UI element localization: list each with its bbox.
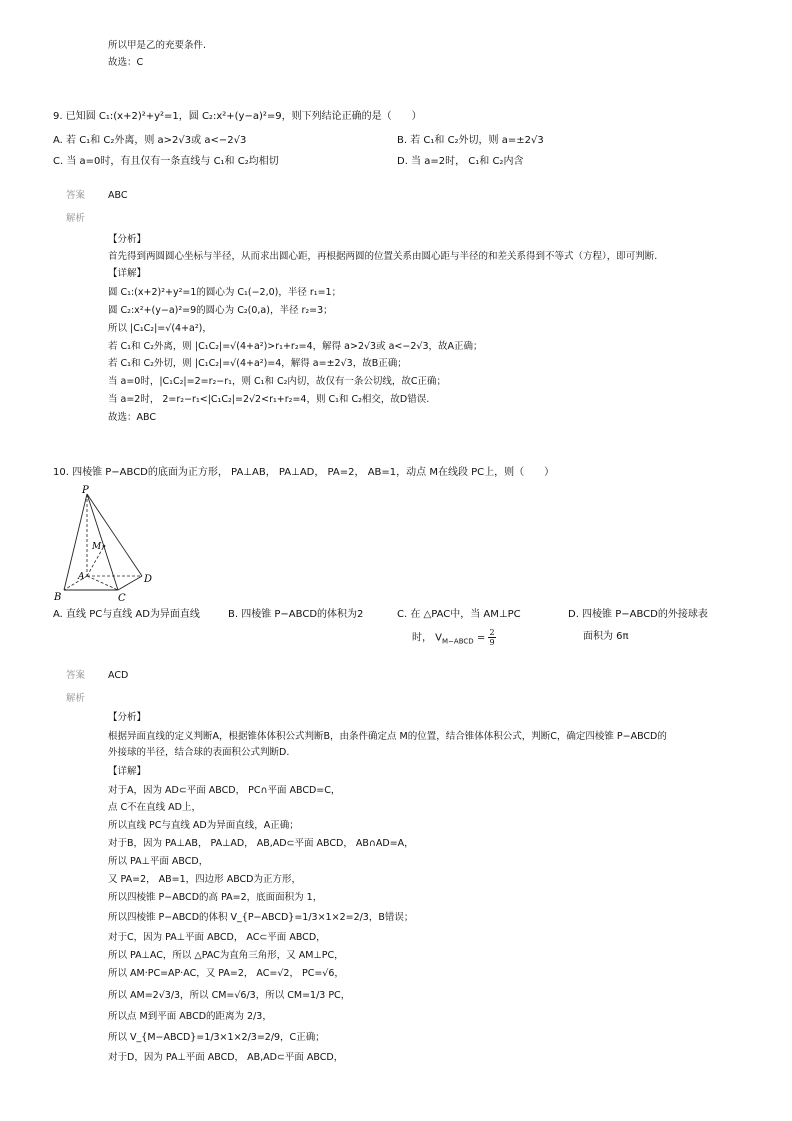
edge-ac — [87, 576, 118, 590]
label-p: P — [82, 485, 89, 496]
text-line: 所以甲是乙的充要条件. — [108, 40, 207, 51]
q9-line: 所以 |C₁C₂|=√(4+a²)， — [108, 323, 212, 334]
q9-answer: ABC — [108, 190, 128, 201]
q10-option-c-prefix: 时， V — [412, 632, 443, 644]
q10-line: 所以点 M到平面 ABCD的距离为 2/3， — [108, 1011, 272, 1022]
fraction-numerator: 2 — [489, 628, 495, 637]
q10-fenxi: 外接球的半径，结合球的表面积公式判断D. — [108, 747, 290, 758]
q9-line: 圆 C₂:x²+(y−a)²=9的圆心为 C₂(0,a)，半径 r₂=3； — [108, 305, 333, 316]
q10-analysis-label: 解析 — [66, 693, 86, 704]
q10-line: 对于C，因为 PA⊥平面 ABCD， AC⊂平面 ABCD， — [108, 932, 326, 943]
q9-line: 若 C₁和 C₂外切，则 |C₁C₂|=√(4+a²)=4，解得 a=±2√3，故B正确； — [108, 358, 407, 369]
q10-line: 所以四棱锥 P−ABCD的体积 V_{P−ABCD}=1/3×1×2=2/3，B错误； — [108, 912, 414, 923]
q9-xiangjie-label: 【详解】 — [108, 268, 147, 279]
q9-option-c: C. 当 a=0时，有且仅有一条直线与 C₁和 C₂均相切 — [53, 156, 279, 167]
q10-option-d-continued: 面积为 6π — [583, 631, 629, 642]
q10-answer: ACD — [108, 670, 129, 681]
q9-line: 圆 C₁:(x+2)²+y²=1的圆心为 C₁(−2,0)，半径 r₁=1； — [108, 287, 342, 298]
q10-option-d: D. 四棱锥 P−ABCD的外接球表 — [568, 609, 708, 620]
q10-line: 所以 AM·PC=AP·AC，又 PA=2， AC=√2， PC=√6， — [108, 968, 344, 979]
q10-line: 所以 PA⊥平面 ABCD， — [108, 856, 209, 867]
edge-cd — [118, 576, 142, 590]
fraction-denominator: 9 — [489, 638, 495, 647]
q10-line: 对于D，因为 PA⊥平面 ABCD， AB,AD⊂平面 ABCD， — [108, 1052, 344, 1063]
edge-pd — [87, 494, 142, 576]
q10-xiangjie-label: 【详解】 — [108, 766, 147, 777]
q9-option-b: B. 若 C₁和 C₂外切，则 a=±2√3 — [397, 135, 544, 146]
q10-fenxi: 根据异面直线的定义判断A，根据锥体体积公式判断B，由条件确定点 M的位置，结合锥体体积公式，判断C，确定四棱锥 P−ABCD的 — [108, 731, 667, 742]
q10-line: 又 PA=2， AB=1，四边形 ABCD为正方形， — [108, 874, 302, 885]
label-d: D — [144, 574, 153, 585]
text-line: 故选：C — [108, 57, 144, 68]
q10-line: 对于A，因为 AD⊂平面 ABCD， PC∩平面 ABCD=C， — [108, 785, 341, 796]
q9-option-a: A. 若 C₁和 C₂外离，则 a>2√3或 a<−2√3 — [53, 135, 247, 146]
q9-line: 故选：ABC — [108, 412, 156, 423]
q9-analysis-label: 解析 — [66, 213, 86, 224]
q10-option-c-equals: = — [473, 632, 489, 644]
q10-fenxi-label: 【分析】 — [108, 712, 147, 723]
q10-option-c: C. 在 △PAC中，当 AM⊥PC — [397, 609, 521, 620]
q10-option-a: A. 直线 PC与直线 AD为异面直线 — [53, 609, 200, 620]
q10-line: 对于B，因为 PA⊥AB， PA⊥AD， AB,AD⊂平面 ABCD， AB∩AD=A， — [108, 838, 414, 849]
label-b: B — [54, 592, 62, 603]
pyramid-figure — [52, 484, 162, 609]
q10-line: 所以 AM=2√3/3，所以 CM=√6/3，所以 CM=1/3 PC， — [108, 990, 351, 1001]
q9-line: 当 a=0时，|C₁C₂|=2=r₂−r₁，则 C₁和 C₂内切，故仅有一条公切线，故C正确； — [108, 376, 447, 387]
label-a: A — [78, 572, 85, 582]
q9-line: 当 a=2时， 2=r₂−r₁<|C₁C₂|=2√2<r₁+r₂=4，则 C₁和 C₂相交，故D错误. — [108, 394, 430, 405]
label-c: C — [118, 593, 126, 604]
q9-option-d: D. 当 a=2时， C₁和 C₂内含 — [397, 156, 524, 167]
q10-line: 点 C不在直线 AD上， — [108, 802, 201, 813]
question-9-stem: 9. 已知圆 C₁:(x+2)²+y²=1，圆 C₂:x²+(y−a)²=9，则下列结论正确的是（ ） — [53, 111, 422, 122]
q9-fenxi-label: 【分析】 — [108, 234, 147, 245]
label-m: M — [92, 542, 102, 552]
q10-option-c-continued — [412, 628, 496, 649]
q10-line: 所以直线 PC与直线 AD为异面直线，A正确； — [108, 820, 299, 831]
question-10-stem: 10. 四棱锥 P−ABCD的底面为正方形， PA⊥AB， PA⊥AD， PA=2， AB=1，动点 M在线段 PC上，则（ ） — [53, 467, 555, 478]
point-m — [103, 545, 106, 548]
q10-line: 所以 PA⊥AC，所以 △PAC为直角三角形，又 AM⊥PC， — [108, 950, 344, 961]
q9-answer-label: 答案 — [66, 190, 86, 201]
q10-line: 所以四棱锥 P−ABCD的高 PA=2，底面面积为 1， — [108, 892, 323, 903]
q9-line: 若 C₁和 C₂外离，则 |C₁C₂|=√(4+a²)>r₁+r₂=4，解得 a>2√3或 a<−2√3，故A正确； — [108, 341, 483, 352]
fraction — [488, 628, 495, 647]
q10-option-c-subscript: M−ABCD — [442, 637, 474, 646]
q10-line: 所以 V_{M−ABCD}=1/3×1×2/3=2/9，C正确； — [108, 1032, 325, 1043]
q9-fenxi: 首先得到两圆圆心坐标与半径，从而求出圆心距，再根据两圆的位置关系由圆心距与半径的和差关系得到不等式（方程），即可判断. — [108, 251, 658, 262]
q10-answer-label: 答案 — [66, 670, 86, 681]
q10-option-b: B. 四棱锥 P−ABCD的体积为2 — [228, 609, 364, 620]
